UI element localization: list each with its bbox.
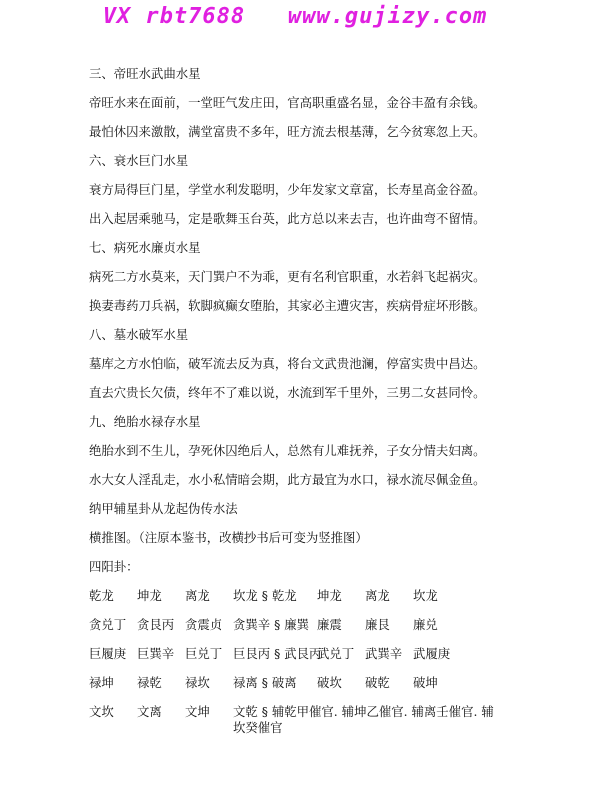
table-row bbox=[89, 704, 509, 744]
verse-line: 绝胎水到不生儿，孕死休囚绝后人，总然有儿难抚养，子女分情夫妇离。 bbox=[89, 443, 486, 458]
verse-line: 帝旺水来在面前，一堂旺气发庄田，官高职重盛名显，金谷丰盈有余钱。 bbox=[89, 95, 486, 110]
table-cell: 武巽辛 bbox=[365, 646, 403, 661]
table-cell: 破乾 bbox=[365, 675, 390, 690]
table-cell: 巨艮丙 § 武艮丙 bbox=[233, 646, 322, 661]
table-cell: 巨履庚 bbox=[89, 646, 127, 661]
table-cell: 文乾 § 辅乾甲催官. 辅坤乙催官. 辅离壬催官. 辅坎癸催官 bbox=[233, 704, 494, 735]
table-cell: 破坎 bbox=[317, 675, 342, 690]
section-heading: 四阳卦： bbox=[89, 559, 139, 574]
table-row bbox=[89, 646, 509, 675]
section-heading: 七、病死水廉贞水星 bbox=[89, 240, 201, 255]
section-heading: 九、绝胎水禄存水星 bbox=[89, 414, 201, 429]
table-cell: 巨兑丁 bbox=[185, 646, 223, 661]
table-cell: 巨巽辛 bbox=[137, 646, 175, 661]
table-cell: 廉震 bbox=[317, 617, 342, 632]
table-cell: 坤龙 bbox=[137, 588, 162, 603]
verse-line: 病死二方水莫来，天门巽户不为乖，更有名利官职重，水若斜飞起祸灾。 bbox=[89, 269, 486, 284]
section-heading: 八、墓水破军水星 bbox=[89, 327, 189, 342]
table-cell: 贪兑丁 bbox=[89, 617, 127, 632]
table-cell: 禄乾 bbox=[137, 675, 162, 690]
table-cell: 禄坎 bbox=[185, 675, 210, 690]
table-row bbox=[89, 675, 509, 704]
table-cell: 贪艮丙 bbox=[137, 617, 175, 632]
table-cell: 武兑丁 bbox=[317, 646, 355, 661]
table-cell: 文离 bbox=[137, 704, 162, 719]
table-cell: 破坤 bbox=[413, 675, 438, 690]
table-cell: 坎龙 § 乾龙 bbox=[233, 588, 297, 603]
verse-line: 直去穴贵长欠债，终年不了难以说，水流到军千里外，三男二女甚同怜。 bbox=[89, 385, 486, 400]
verse-line: 最怕休囚来激散，满堂富贵不多年，旺方流去根基薄，乞今贫寒忽上天。 bbox=[89, 124, 486, 139]
verse-line: 衰方局得巨门星，学堂水利发聪明，少年发家文章富，长寿星高金谷盈。 bbox=[89, 182, 486, 197]
table-cell: 贪巽辛 § 廉巽 bbox=[233, 617, 310, 632]
table-cell: 禄坤 bbox=[89, 675, 114, 690]
table-cell: 离龙 bbox=[185, 588, 210, 603]
verse-line: 换妻毒药刀兵祸，软脚疯癫女堕胎，其家必主遭灾害，疾病骨症坏形骸。 bbox=[89, 298, 486, 313]
table-cell: 廉艮 bbox=[365, 617, 390, 632]
table-cell: 坤龙 bbox=[317, 588, 342, 603]
verse-line: 墓库之方水怕临，破军流去反为真，将台文武贵池澜，停富实贵中昌达。 bbox=[89, 356, 486, 371]
trigram-table bbox=[89, 588, 509, 744]
table-cell: 离龙 bbox=[365, 588, 390, 603]
table-row bbox=[89, 617, 509, 646]
verse-line: 出入起居乘驰马，定是歌舞玉台英，此方总以来去吉，也许曲弯不留情。 bbox=[89, 211, 486, 226]
watermark-text: VX rbt7688 www.gujizy.com bbox=[102, 4, 488, 29]
table-cell: 贪震贞 bbox=[185, 617, 223, 632]
document-body bbox=[89, 66, 509, 744]
table-cell: 坎龙 bbox=[413, 588, 438, 603]
table-cell: 廉兑 bbox=[413, 617, 438, 632]
table-cell: 文坤 bbox=[185, 704, 210, 719]
section-heading: 纳甲辅星卦从龙起伪传水法 bbox=[89, 501, 238, 516]
section-heading: 三、帝旺水武曲水星 bbox=[89, 66, 201, 81]
table-row bbox=[89, 588, 509, 617]
table-cell: 武履庚 bbox=[413, 646, 451, 661]
table-cell: 禄离 § 破离 bbox=[233, 675, 297, 690]
table-cell: 乾龙 bbox=[89, 588, 114, 603]
section-heading: 六、衰水巨门水星 bbox=[89, 153, 189, 168]
table-cell: 文坎 bbox=[89, 704, 114, 719]
verse-line: 水大女人淫乱走，水小私情暗会期，此方最宜为水口，禄水流尽佩金鱼。 bbox=[89, 472, 486, 487]
note-line: 横推图。（注原本鉴书，改横抄书后可变为竖推图） bbox=[89, 530, 368, 545]
